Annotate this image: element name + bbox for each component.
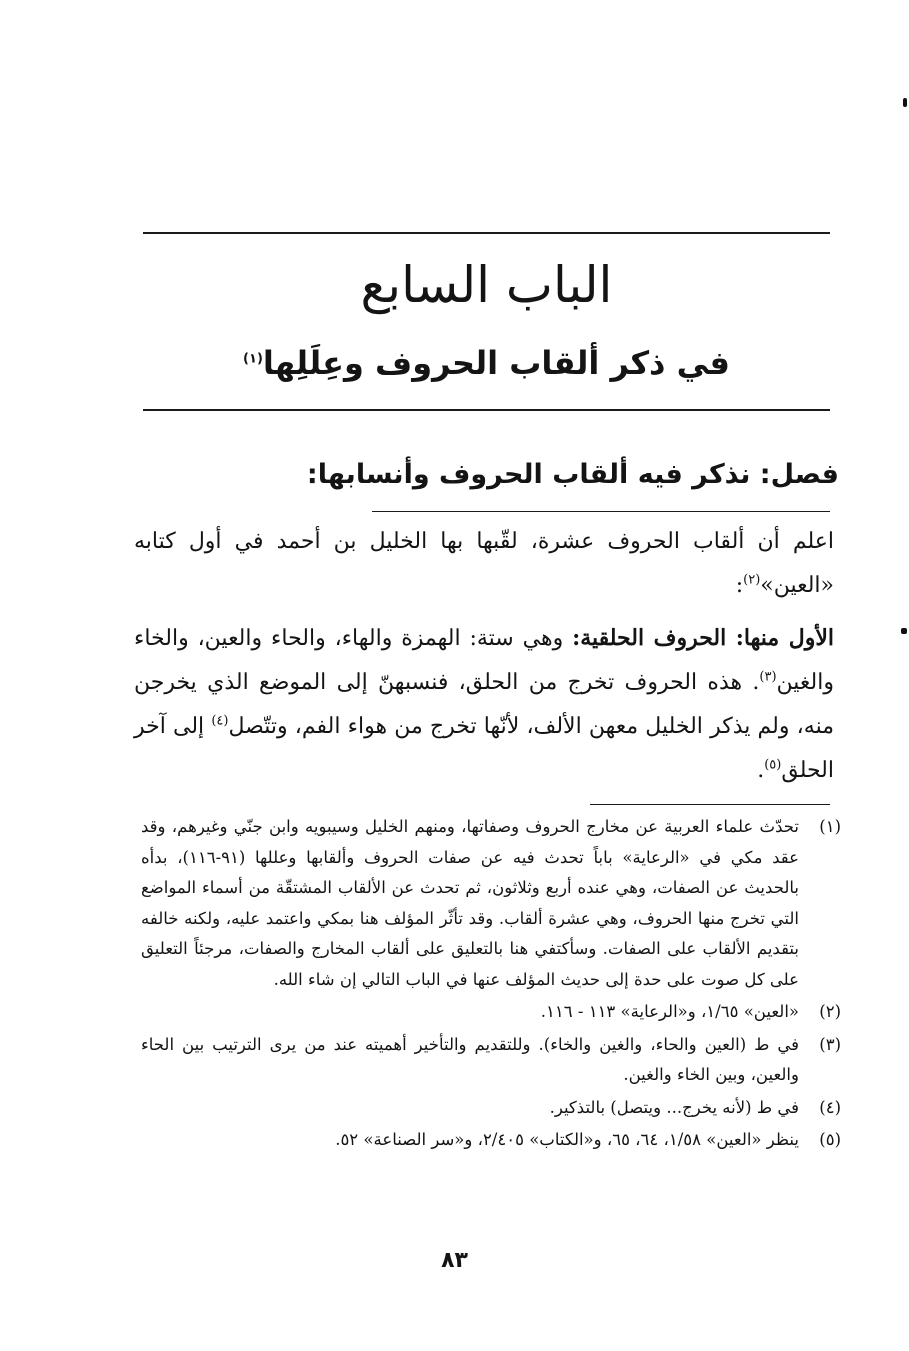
paragraph-text: إلى آخر الحلق	[134, 714, 834, 783]
footnote-text: في ط (العين والحاء، والغين والخاء). وللتقديم والتأخير أهميته عند من يرى الترتيب بين الحاء والعين، وبين الخاء والغين.	[141, 1034, 799, 1084]
footnotes	[141, 812, 841, 1158]
paragraph-text: . هذه الحروف تخرج من الحلق، فنسبهنّ إلى الموضع الذي يخرجن منه، ولم يذكر الخليل معهن الألف، لأنّها تخرج من هواء الفم، وتتّصل	[134, 670, 834, 739]
chapter-bottom-rule	[143, 409, 830, 411]
footnote	[141, 997, 841, 1028]
paragraph-punctuation: .	[757, 758, 765, 783]
section-heading: فصل: نذكر فيه ألقاب الحروف وأنسابها:	[306, 459, 839, 490]
footnote-ref: (٥)	[764, 757, 782, 773]
footnote-text: ينظر «العين» ١/٥٨، ٦٤، ٦٥، و«الكتاب» ٢/٤٠٥، و«سر الصناعة» ٥٢.	[335, 1130, 799, 1149]
paragraph-guttural-letters	[134, 616, 834, 793]
footnote-number: (٤)	[819, 1097, 841, 1117]
footnote-ref: (٤)	[211, 713, 229, 729]
page-number: ٨٣	[441, 1248, 468, 1273]
footnote-number: (٥)	[819, 1130, 841, 1149]
section-heading-underline	[372, 511, 830, 512]
paragraph-text: اعلم أن ألقاب الحروف عشرة، لقّبها بها الخليل بن أحمد في أول كتابه «العين»	[134, 529, 834, 598]
footnote-separator	[590, 804, 830, 805]
paragraph-lead: الأول منها: الحروف الحلقية:	[572, 625, 834, 651]
paragraph-intro	[134, 520, 834, 608]
chapter-top-rule	[143, 232, 830, 234]
chapter-title: الباب السابع	[360, 256, 613, 314]
footnote-text: في ط (لأنه يخرج... ويتصل) بالتذكير.	[549, 1097, 799, 1117]
paragraph-punctuation: :	[735, 573, 744, 598]
scan-edge-mark	[901, 628, 907, 634]
footnote-ref: (٢)	[743, 572, 761, 588]
footnote-ref: (١)	[243, 351, 263, 367]
footnote-number: (٢)	[819, 1002, 841, 1021]
footnote-number: (٣)	[819, 1034, 841, 1054]
paragraph-text: وهي ستة: الهمزة والهاء، والحاء والعين، والخاء والغين	[134, 626, 834, 695]
footnote-number: (١)	[819, 817, 841, 836]
chapter-subtitle	[143, 338, 830, 388]
footnote	[141, 1093, 841, 1124]
chapter-subtitle-text: في ذكر ألقاب الحروف وعِلَلِها	[262, 344, 730, 382]
footnote	[141, 812, 841, 995]
footnote	[141, 1125, 841, 1156]
footnote-text: «العين» ١/٦٥، و«الرعاية» ١١٣ - ١١٦.	[540, 1002, 799, 1021]
footnote-ref: (٣)	[759, 669, 777, 685]
footnote-text: تحدّث علماء العربية عن مخارج الحروف وصفاتها، ومنهم الخليل وسيبويه وابن جنّي وغيرهم، وقد عقد مكي في «الرعاية» باباً تحدث فيه عن صفات الحروف وألقابها وعللها (٩١-١١٦)، بدأه بالحديث عن الصفات، وهي عنده أربع وثلاثون، ثم تحدث عن الألقاب المشتقّة من أسماء المواضع التي تخرج منها الحروف، وهي عشرة ألقاب. وقد تأثّر المؤلف هنا بمكي واعتمد عليه، ولكنه خالفه بتقديم الألقاب على الصفات. وسأكتفي هنا بالتعليق على ألقاب المخارج والصفات، مرجئاً التعليق على كل صوت على حدة إلى حديث المؤلف عنها في الباب التالي إن شاء الله.	[141, 817, 799, 989]
scan-edge-mark	[903, 98, 907, 107]
footnote	[141, 1030, 841, 1091]
